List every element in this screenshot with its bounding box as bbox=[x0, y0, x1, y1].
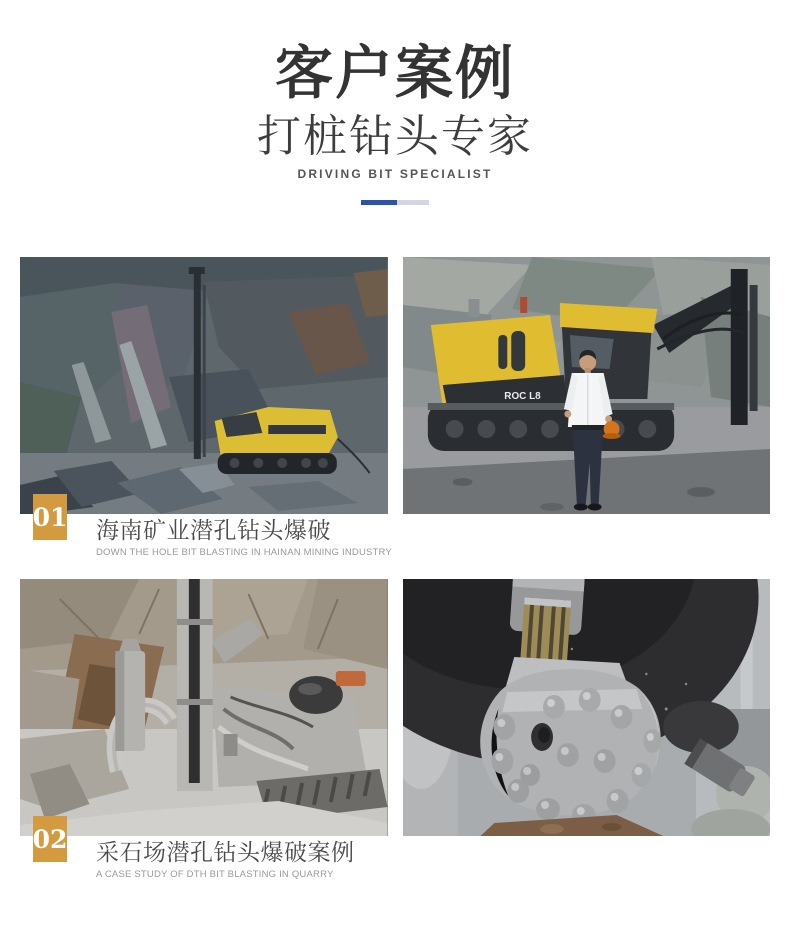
case-title-en: DOWN THE HOLE BIT BLASTING IN HAINAN MINING INDUSTRY bbox=[96, 546, 392, 558]
machine-label: ROC L8 bbox=[503, 391, 541, 403]
case-number-badge: 01 bbox=[33, 494, 67, 540]
case-block-2 bbox=[20, 579, 770, 880]
case-1-caption bbox=[20, 502, 770, 558]
case-title-en: A CASE STUDY OF DTH BIT BLASTING IN QUARRY bbox=[96, 868, 334, 880]
case-1-photos bbox=[20, 257, 770, 514]
photo-dusty-drill-rig bbox=[20, 579, 388, 836]
case-2-photos bbox=[20, 579, 770, 836]
case-list bbox=[20, 257, 770, 880]
divider bbox=[361, 200, 429, 205]
section-title: 客户案例 bbox=[274, 41, 515, 106]
photo-engineer-with-rig bbox=[403, 257, 771, 514]
button-drill-bit-illustration bbox=[403, 579, 771, 836]
quarry-drill-rig-illustration bbox=[20, 257, 388, 514]
case-title-zh: 海南矿业潜孔钻头爆破 bbox=[96, 517, 331, 544]
section-subtitle: 打桩钻头专家 bbox=[257, 111, 533, 161]
engineer-with-rig-illustration bbox=[403, 257, 771, 514]
case-title-zh: 采石场潜孔钻头爆破案例 bbox=[96, 839, 355, 866]
case-block-1 bbox=[20, 257, 770, 558]
divider-accent bbox=[361, 200, 397, 205]
dusty-drill-rig-illustration bbox=[20, 579, 388, 836]
case-number-badge: 02 bbox=[33, 816, 67, 862]
section-tagline: DRIVING BIT SPECIALIST bbox=[297, 167, 493, 182]
section-header bbox=[0, 0, 790, 205]
divider-rest bbox=[397, 200, 429, 205]
photo-button-drill-bit bbox=[403, 579, 771, 836]
photo-quarry-drill-rig bbox=[20, 257, 388, 514]
case-2-caption bbox=[20, 824, 770, 880]
